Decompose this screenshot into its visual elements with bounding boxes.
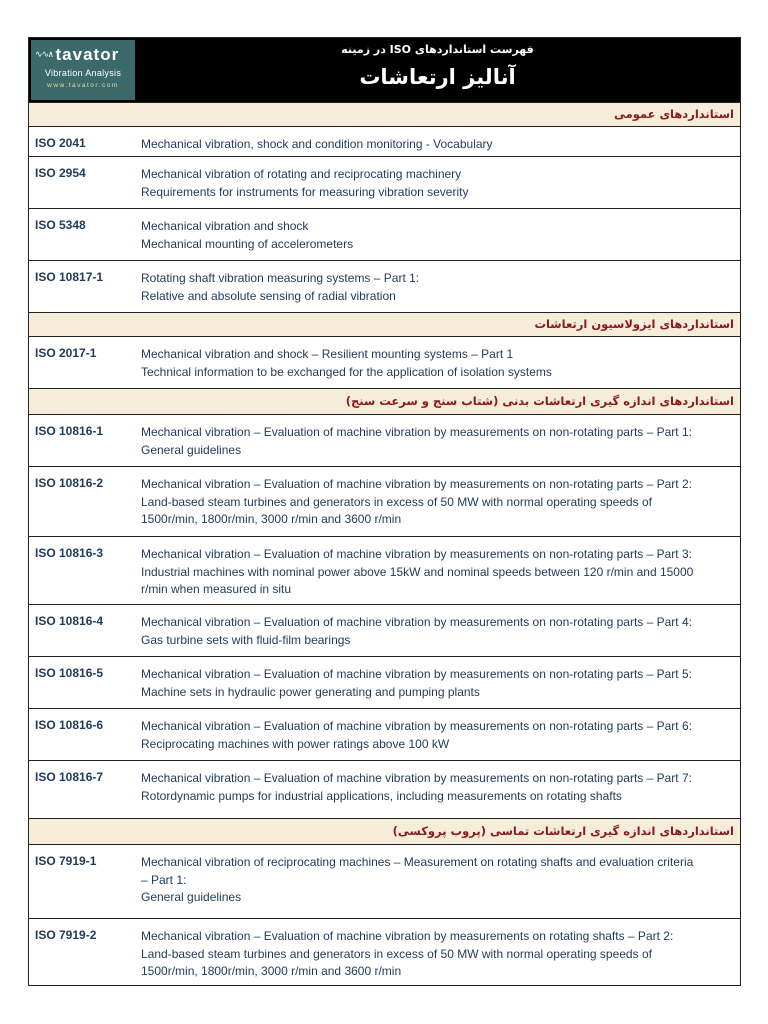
standard-title [135,537,740,604]
standard-code: ISO 10816-2 [35,476,104,490]
standard-code: ISO 10816-6 [35,718,104,732]
standard-row [29,209,740,261]
page-title: آنالیز ارتعاشات [359,65,516,89]
standard-code: ISO 7919-2 [35,928,97,942]
tavator-logo [31,40,135,100]
section-heading: استانداردهای اندازه گیری ارتعاشات تماسی (پروب پروکسی) [29,819,740,845]
waveform-icon: ∿∿∧ [35,50,53,60]
standard-title [135,261,740,312]
standard-row [29,337,740,389]
title-line: Mechanical vibration and shock [141,219,309,233]
standard-code: ISO 7919-1 [35,854,97,868]
standard-row [29,919,740,985]
standard-row [29,845,740,919]
standard-code: ISO 10816-4 [35,614,104,628]
standard-code: ISO 10816-7 [35,770,104,784]
logo-brand: tavator [55,45,120,64]
title-line: Mechanical vibration, shock and condition monitoring - Vocabulary [141,137,493,151]
standard-code: ISO 5348 [35,218,86,232]
section-heading: استانداردهای اندازه گیری ارتعاشات بدنی (شتاب سنج و سرعت سنج) [29,389,740,415]
standard-title [135,415,740,466]
title-line: r/min when measured in situ [141,582,292,596]
standard-row [29,657,740,709]
title-line: Mechanical vibration – Evaluation of machine vibration by measurements on non-rotating parts – Part 5: [141,667,692,681]
title-line: Mechanical vibration of rotating and reciprocating machinery [141,167,462,181]
standards-table [28,37,741,986]
title-line: Mechanical vibration and shock – Resilient mounting systems – Part 1 [141,347,514,361]
standard-row [29,537,740,605]
standard-code: ISO 10816-5 [35,666,104,680]
standard-title [135,657,740,708]
standard-title [135,845,740,918]
standard-row [29,415,740,467]
standard-row [29,157,740,209]
header-subtitle: فهرست استانداردهای ISO در زمینه [341,43,534,56]
standard-title [135,761,740,818]
standard-title [135,919,740,985]
title-line: Industrial machines with nominal power above 15kW and nominal speeds between 120 r/min and 15000 [141,564,694,579]
title-line: Mechanical vibration of reciprocating machines – Measurement on rotating shafts and evaluation criteria [141,855,694,869]
standard-code: ISO 2017-1 [35,346,97,360]
table-body [29,103,740,985]
logo-url: www.tavator.com [47,82,119,89]
title-line: Technical information to be exchanged for the application of isolation systems [141,364,552,379]
title-line: Rotordynamic pumps for industrial applications, including measurements on rotating shafts [141,788,622,803]
standard-row [29,605,740,657]
title-line: Land-based steam turbines and generators in excess of 50 MW with normal operating speeds of [141,946,652,961]
logo-subtitle: Vibration Analysis [44,68,122,78]
standard-title [135,709,740,760]
standard-title [135,209,740,260]
document-header [29,38,740,103]
standard-row [29,127,740,157]
standard-code: ISO 10816-1 [35,424,104,438]
standard-code: ISO 10816-3 [35,546,104,560]
standard-row [29,261,740,313]
title-line: Requirements for instruments for measuring vibration severity [141,184,469,199]
section-heading: استانداردهای عمومی [29,103,740,127]
title-line: General guidelines [141,890,242,904]
title-line: Machine sets in hydraulic power generating and pumping plants [141,684,480,699]
section-heading: استانداردهای ایزولاسیون ارتعاشات [29,313,740,337]
standard-row [29,761,740,819]
title-line: 1500r/min, 1800r/min, 3000 r/min and 3600 r/min [141,512,402,526]
standard-title [135,605,740,656]
standard-code: ISO 10817-1 [35,270,104,284]
title-line: Mechanical vibration – Evaluation of machine vibration by measurements on non-rotating parts – Part 1: [141,425,692,439]
title-line: 1500r/min, 1800r/min, 3000 r/min and 3600 r/min [141,964,402,978]
title-line: Mechanical vibration – Evaluation of machine vibration by measurements on rotating shafts – Part 2: [141,929,674,943]
standard-title [135,337,740,388]
title-line: Gas turbine sets with fluid-film bearings [141,632,351,647]
title-line: – Part 1: [141,872,187,887]
title-line: Mechanical vibration – Evaluation of machine vibration by measurements on non-rotating parts – Part 7: [141,771,692,785]
standard-code: ISO 2041 [35,136,86,150]
standard-row [29,467,740,537]
title-line: Mechanical vibration – Evaluation of machine vibration by measurements on non-rotating parts – Part 3: [141,547,692,561]
title-line: Reciprocating machines with power ratings above 100 kW [141,736,450,751]
title-line: Relative and absolute sensing of radial vibration [141,288,396,303]
title-line: Land-based steam turbines and generators in excess of 50 MW with normal operating speeds of [141,494,652,509]
standard-row [29,709,740,761]
standard-code: ISO 2954 [35,166,86,180]
standard-title [135,467,740,536]
title-line: Mechanical mounting of accelerometers [141,236,354,251]
title-line: Mechanical vibration – Evaluation of machine vibration by measurements on non-rotating parts – Part 6: [141,719,692,733]
title-line: Rotating shaft vibration measuring systems – Part 1: [141,271,420,285]
title-line: General guidelines [141,442,242,457]
title-line: Mechanical vibration – Evaluation of machine vibration by measurements on non-rotating parts – Part 2: [141,477,692,491]
title-line: Mechanical vibration – Evaluation of machine vibration by measurements on non-rotating parts – Part 4: [141,615,692,629]
standard-title [135,127,740,156]
standard-title [135,157,740,208]
